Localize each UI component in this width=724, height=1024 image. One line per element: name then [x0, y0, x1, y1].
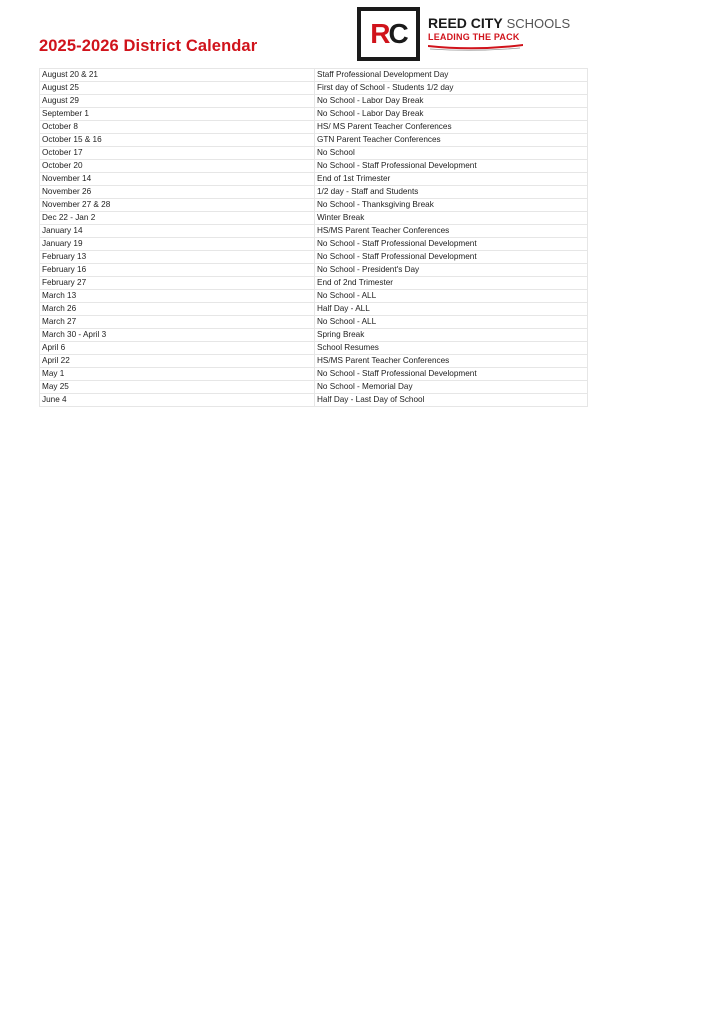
- date-cell: October 17: [40, 147, 315, 160]
- table-row: [40, 199, 588, 212]
- table-row: [40, 342, 588, 355]
- logo-badge: [357, 7, 420, 61]
- date-cell: August 20 & 21: [40, 69, 315, 82]
- table-row: [40, 264, 588, 277]
- logo-letter-r: R: [370, 18, 389, 49]
- event-cell: End of 2nd Trimester: [315, 277, 588, 290]
- calendar-table: [39, 68, 588, 407]
- event-cell: HS/MS Parent Teacher Conferences: [315, 355, 588, 368]
- table-row: [40, 147, 588, 160]
- logo-monogram: [361, 11, 416, 57]
- logo-letter-c: C: [388, 18, 407, 49]
- date-cell: June 4: [40, 394, 315, 407]
- date-cell: August 29: [40, 95, 315, 108]
- table-row: [40, 303, 588, 316]
- event-cell: Staff Professional Development Day: [315, 69, 588, 82]
- date-cell: April 22: [40, 355, 315, 368]
- table-row: [40, 134, 588, 147]
- table-row: [40, 251, 588, 264]
- date-cell: October 20: [40, 160, 315, 173]
- event-cell: 1/2 day - Staff and Students: [315, 186, 588, 199]
- event-cell: No School - Staff Professional Development: [315, 160, 588, 173]
- table-row: [40, 394, 588, 407]
- table-row: [40, 69, 588, 82]
- table-row: [40, 212, 588, 225]
- event-cell: Winter Break: [315, 212, 588, 225]
- event-cell: No School - Staff Professional Development: [315, 368, 588, 381]
- table-row: [40, 82, 588, 95]
- table-row: [40, 238, 588, 251]
- date-cell: October 15 & 16: [40, 134, 315, 147]
- table-row: [40, 173, 588, 186]
- date-cell: May 1: [40, 368, 315, 381]
- date-cell: May 25: [40, 381, 315, 394]
- table-row: [40, 121, 588, 134]
- table-row: [40, 381, 588, 394]
- date-cell: March 13: [40, 290, 315, 303]
- date-cell: November 27 & 28: [40, 199, 315, 212]
- table-row: [40, 108, 588, 121]
- event-cell: Half Day - ALL: [315, 303, 588, 316]
- table-row: [40, 95, 588, 108]
- table-row: [40, 277, 588, 290]
- event-cell: No School - ALL: [315, 290, 588, 303]
- event-cell: No School - Staff Professional Development: [315, 238, 588, 251]
- event-cell: No School - Staff Professional Development: [315, 251, 588, 264]
- logo-tagline: LEADING THE PACK: [428, 32, 520, 42]
- event-cell: No School - Memorial Day: [315, 381, 588, 394]
- date-cell: August 25: [40, 82, 315, 95]
- date-cell: January 19: [40, 238, 315, 251]
- date-cell: March 26: [40, 303, 315, 316]
- table-row: [40, 290, 588, 303]
- event-cell: No School: [315, 147, 588, 160]
- event-cell: Spring Break: [315, 329, 588, 342]
- date-cell: November 26: [40, 186, 315, 199]
- date-cell: February 13: [40, 251, 315, 264]
- table-row: [40, 368, 588, 381]
- event-cell: No School - Labor Day Break: [315, 108, 588, 121]
- table-row: [40, 355, 588, 368]
- table-row: [40, 329, 588, 342]
- event-cell: End of 1st Trimester: [315, 173, 588, 186]
- table-row: [40, 316, 588, 329]
- date-cell: September 1: [40, 108, 315, 121]
- school-logo: [357, 7, 577, 61]
- logo-swoosh-icon: [428, 43, 523, 51]
- event-cell: No School - President's Day: [315, 264, 588, 277]
- table-row: [40, 225, 588, 238]
- event-cell: GTN Parent Teacher Conferences: [315, 134, 588, 147]
- date-cell: March 30 - April 3: [40, 329, 315, 342]
- event-cell: HS/ MS Parent Teacher Conferences: [315, 121, 588, 134]
- date-cell: April 6: [40, 342, 315, 355]
- calendar-body: [40, 69, 588, 407]
- date-cell: November 14: [40, 173, 315, 186]
- date-cell: October 8: [40, 121, 315, 134]
- event-cell: First day of School - Students 1/2 day: [315, 82, 588, 95]
- date-cell: February 27: [40, 277, 315, 290]
- event-cell: Half Day - Last Day of School: [315, 394, 588, 407]
- date-cell: February 16: [40, 264, 315, 277]
- date-cell: January 14: [40, 225, 315, 238]
- table-row: [40, 186, 588, 199]
- logo-name-text: REED CITY: [428, 15, 503, 31]
- logo-suffix-text: SCHOOLS: [506, 16, 571, 31]
- table-row: [40, 160, 588, 173]
- event-cell: School Resumes: [315, 342, 588, 355]
- date-cell: Dec 22 - Jan 2: [40, 212, 315, 225]
- event-cell: No School - Labor Day Break: [315, 95, 588, 108]
- page-title: 2025-2026 District Calendar: [39, 37, 258, 55]
- logo-wordmark: [428, 15, 570, 32]
- event-cell: No School - Thanksgiving Break: [315, 199, 588, 212]
- event-cell: HS/MS Parent Teacher Conferences: [315, 225, 588, 238]
- date-cell: March 27: [40, 316, 315, 329]
- event-cell: No School - ALL: [315, 316, 588, 329]
